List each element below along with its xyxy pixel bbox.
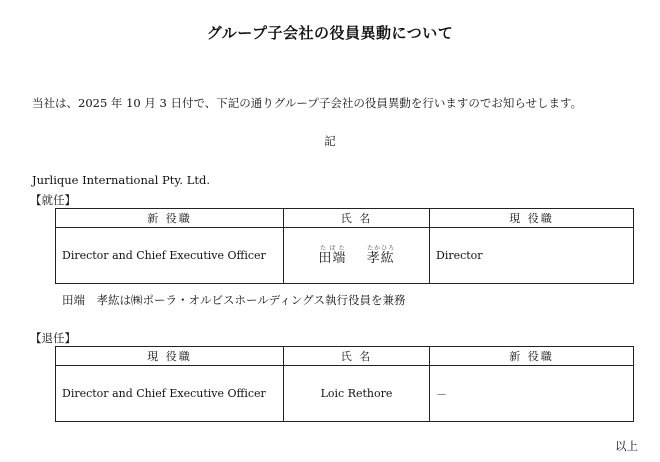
company-name: Jurlique International Pty. Ltd.	[32, 173, 210, 187]
table-row	[56, 366, 634, 422]
concurrent-post-note: 田端 孝紘は㈱ポーラ・オルビスホールディングス執行役員を兼務	[62, 293, 406, 307]
family-name-ruby: たばた	[318, 245, 347, 252]
appointment-heading: 【就任】	[30, 193, 76, 207]
current-role-cell: Director and Chief Executive Officer	[56, 366, 284, 422]
column-header: 新 役職	[56, 209, 284, 228]
retirement-heading: 【退任】	[30, 331, 76, 345]
column-header: 現 役職	[56, 347, 284, 366]
appointment-table	[55, 208, 634, 284]
table-header-row	[56, 347, 634, 366]
page-title: グループ子会社の役員異動について	[206, 24, 454, 42]
closing-mark: 以上	[615, 439, 638, 453]
column-header: 氏 名	[284, 209, 430, 228]
person-name	[318, 245, 395, 266]
new-role-cell: Director and Chief Executive Officer	[56, 228, 284, 284]
family-name: 田端	[318, 251, 347, 266]
column-header: 現 役職	[430, 209, 634, 228]
retirement-table	[55, 346, 634, 422]
column-header: 氏 名	[284, 347, 430, 366]
intro-text: 当社は、2025 年 10 月 3 日付で、下記の通りグループ子会社の役員異動を行いますのでお知らせします。	[32, 96, 583, 110]
given-name-ruby: たかひろ	[366, 245, 395, 252]
given-name: 孝紘	[366, 251, 395, 266]
name-cell	[284, 228, 430, 284]
name-cell: Loic Rethore	[284, 366, 430, 422]
new-role-cell: －	[430, 366, 634, 422]
table-row	[56, 228, 634, 284]
ki-marker: 記	[324, 134, 336, 148]
table-header-row	[56, 209, 634, 228]
current-role-cell: Director	[430, 228, 634, 284]
column-header: 新 役職	[430, 347, 634, 366]
